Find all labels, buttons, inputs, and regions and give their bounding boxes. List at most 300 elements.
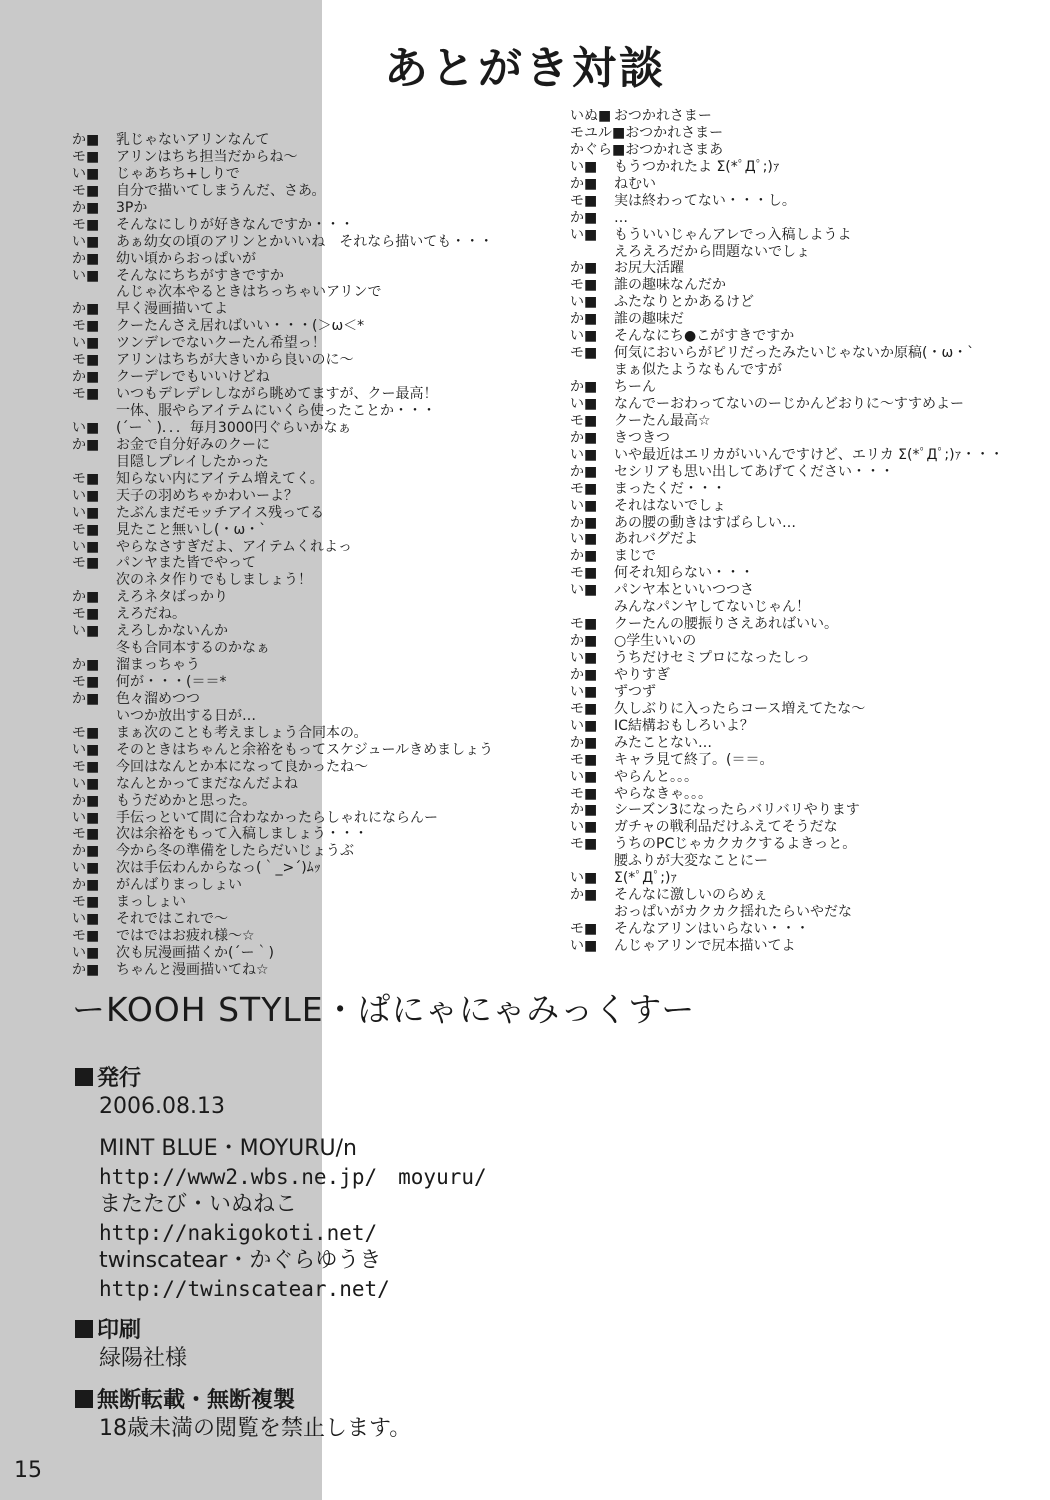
dialogue-line [570,464,1010,481]
speaker-name: モ [72,555,86,572]
speaker-name: か [72,589,86,606]
dialogue-line [570,769,1010,786]
speaker-marker: ■ [86,165,100,182]
speaker-tag [570,769,614,786]
speaker-name: い [72,165,86,182]
dialogue-text: クーたんさえ居ればいい・・・(＞ω＜* [116,318,365,335]
speaker-name: モ [72,894,86,911]
age-notice: 18歳未満の閲覧を禁止します。 [99,1416,412,1441]
speaker-name: モ [72,352,86,369]
dialogue-line [72,742,512,759]
dialogue-text: んじゃ次本やるときはちっちゃいアリンで [116,284,382,301]
speaker-marker: ■ [86,877,100,894]
speaker-marker: ■ [86,674,100,690]
speaker-marker: ■ [86,470,100,487]
dialogue-text: ガチャの戦利品だけふえてそうだな [614,819,838,836]
dialogue-text: 幼い頃からおっぱいが [116,250,256,267]
speaker-marker: ■ [86,843,100,860]
speaker-name: モ [570,751,584,768]
speaker-tag [570,582,614,599]
speaker-tag [570,887,614,904]
speaker-marker: ■ [584,582,598,599]
dialogue-line [72,877,512,894]
speaker-marker: ■ [584,870,598,887]
speaker-marker: ■ [584,260,598,277]
dialogue-text: まじで [614,548,656,565]
dialogue-text: 次のネタ作りでもしましょう！ [116,572,312,589]
speaker-marker: ■ [584,412,598,429]
speaker-name: か [570,548,584,565]
dialogue-text: みんなパンヤしてないじゃん！ [614,599,810,616]
speaker-tag [570,277,614,294]
speaker-tag [570,430,614,447]
speaker-tag [72,657,116,674]
page-title: あとがき対談 [384,43,666,94]
speaker-tag [570,836,614,853]
speaker-tag [570,159,614,176]
speaker-name: い [570,650,584,666]
speaker-tag [72,877,116,894]
speaker-name: モ [570,480,584,497]
speaker-tag [72,234,116,251]
dialogue-line [72,522,512,539]
speaker-tag [72,217,116,234]
dialogue-text: 腰ふりが大変なことにー [614,853,768,870]
square-bullet-icon [75,1390,93,1408]
speaker-name: い [570,937,584,954]
dialogue-right-column [570,108,1010,955]
speaker-marker: ■ [86,233,100,250]
dialogue-line [570,938,1010,955]
speaker-tag [570,650,614,667]
dialogue-line [570,362,1010,379]
speaker-marker: ■ [86,911,100,928]
dialogue-text: 次も尻漫画描くか(´ー｀) [116,945,274,961]
speaker-name: い [72,487,86,504]
dialogue-text: それではこれで～ [116,911,228,928]
dialogue-line [570,277,1010,294]
speaker-tag [72,522,116,539]
dialogue-text: もうつかれたよ Σ(*ﾟДﾟ;)ｧ [614,158,780,175]
speaker-tag [570,684,614,701]
speaker-tag [72,623,116,640]
dialogue-text: ではではお疲れ様～☆ [116,928,255,945]
speaker-name: モ [72,521,86,538]
speaker-tag [570,260,614,277]
dialogue-text: いつか放出する日が… [116,707,256,724]
speaker-marker: ■ [86,199,100,216]
dialogue-line [72,640,512,657]
dialogue-line [570,345,1010,362]
speaker-tag [570,921,614,938]
speaker-marker: ■ [86,318,100,335]
dialogue-line [72,132,512,149]
dialogue-line [72,352,512,369]
speaker-name: か [72,132,86,148]
dialogue-line [72,318,512,335]
dialogue-text: ツンデレでないクーたん希望っ！ [116,335,326,352]
dialogue-line [570,870,1010,887]
speaker-tag [570,701,614,718]
speaker-tag [72,606,116,623]
speaker-name: か [72,436,86,453]
speaker-tag [72,928,116,945]
speaker-tag [570,633,614,650]
dialogue-line [72,386,512,403]
dialogue-text: きつきつ [614,429,670,446]
speaker-name: モ [570,785,584,802]
speaker-tag [570,802,614,819]
dialogue-line [570,311,1010,328]
dialogue-line [570,921,1010,938]
speaker-tag [72,945,116,962]
dialogue-line [72,251,512,268]
speaker-name: か [570,802,584,819]
dialogue-line [570,853,1010,870]
speaker-marker: ■ [584,379,598,395]
dialogue-text: やりすぎ [614,666,670,683]
speaker-name: い [570,870,584,887]
dialogue-text: えろだね。 [116,606,186,623]
circle-url: http://www2.wbs.ne.jp/ moyuru/ [99,1165,487,1189]
dialogue-text: そんなにちちがすきですか [116,267,284,284]
speaker-name: モ [570,616,584,633]
dialogue-text: パンヤ本といいつつさ [614,582,754,599]
dialogue-text: 3Pか [116,199,148,216]
speaker-marker: ■ [584,836,598,853]
colophon [75,1065,595,1443]
dialogue-line [72,268,512,285]
dialogue-text: クーたん最高☆ [614,412,711,429]
dialogue-line [72,945,512,962]
dialogue-text: 次は余裕をもって入稿しましょう・・・ [116,826,368,843]
dialogue-text: んじゃアリンで尻本描いてよ [614,937,796,954]
dialogue-line [570,227,1010,244]
speaker-tag [570,294,614,311]
speaker-marker: ■ [584,751,598,768]
speaker-marker: ■ [86,623,100,640]
speaker-name: か [570,887,584,904]
dialogue-line [72,539,512,556]
speaker-marker: ■ [86,826,100,843]
speaker-marker: ■ [86,758,100,775]
speaker-marker: ■ [584,717,598,734]
dialogue-text: 目隠しプレイしたかった [116,453,269,470]
speaker-tag [570,464,614,481]
speaker-name: い [570,717,584,734]
speaker-name: か [570,260,584,277]
speaker-marker: ■ [86,216,100,233]
dialogue-line [72,843,512,860]
speaker-tag [72,539,116,556]
dialogue-text: おっぱいがカクカク揺れたらいやだな [614,904,852,921]
speaker-marker: ■ [86,928,100,945]
dialogue-line [72,488,512,505]
dialogue-line [72,826,512,843]
speaker-name: か [72,369,86,386]
dialogue-text: いつもデレデレしながら眺めてますが、クー最高！ [116,386,438,403]
dialogue-line [72,810,512,827]
speaker-marker: ■ [584,616,598,633]
dialogue-text: おつかれさまー [625,124,724,141]
speaker-name: い [72,775,86,792]
dialogue-line [570,904,1010,921]
dialogue-text: 何が・・・(＝＝* [116,674,227,690]
speaker-name: か [72,250,86,267]
dialogue-line [570,836,1010,853]
speaker-marker: ■ [584,819,598,836]
speaker-marker: ■ [584,192,598,209]
dialogue-text: 何気においらがピリだったみたいじゃないか原稿(・ω・` [614,345,975,362]
dialogue-line [570,684,1010,701]
dialogue-text: あれバグだよ [614,531,698,548]
dialogue-line [72,200,512,217]
speaker-marker: ■ [584,548,598,565]
speaker-tag [72,793,116,810]
speaker-marker: ■ [584,650,598,666]
dialogue-text: 知らない内にアイテム増えてく。 [116,470,324,487]
dialogue-text: そんなアリンはいらない・・・ [614,921,810,937]
dialogue-line [570,802,1010,819]
dialogue-text: えろえろだから問題ないでしょ [614,243,810,260]
dialogue-line [72,284,512,301]
speaker-marker: ■ [86,148,100,165]
speaker-marker: ■ [584,666,598,683]
dialogue-line [72,301,512,318]
speaker-name: い [570,683,584,700]
speaker-name: か [72,792,86,809]
speaker-tag [72,335,116,352]
dialogue-line [570,701,1010,718]
dialogue-text: うちのPCじゃカクカクするよきっと。 [614,836,857,853]
speaker-tag [72,132,116,149]
speaker-name: か [570,429,584,446]
dialogue-line [72,606,512,623]
speaker-name: い [570,446,584,463]
speaker-name: い [570,226,584,243]
speaker-name: い [72,267,86,284]
speaker-tag [570,447,614,464]
speaker-tag [570,379,614,396]
speaker-marker: ■ [86,741,100,758]
dialogue-line [570,718,1010,735]
dialogue-line [570,430,1010,447]
speaker-tag [570,938,614,955]
speaker-marker: ■ [86,809,100,826]
speaker-name: モ [570,412,584,429]
speaker-marker: ■ [86,657,100,674]
dialogue-line [72,962,512,979]
notice-heading: 無断転載・無断複製 [75,1387,595,1415]
publish-date: 2006.08.13 [99,1094,225,1119]
speaker-tag [72,200,116,217]
dialogue-text: ちゃんと漫画描いてね☆ [116,961,269,978]
dialogue-text: 実は終わってない・・・し。 [614,192,796,209]
speaker-tag [72,860,116,877]
speaker-marker: ■ [584,345,598,362]
dialogue-text: まぁ似たようなもんですが [614,362,782,379]
dialogue-line [72,183,512,200]
speaker-tag [72,420,116,437]
dialogue-line [570,786,1010,803]
speaker-marker: ■ [612,141,626,158]
speaker-tag [72,674,116,691]
dialogue-text: 見たこと無いし(・ω・` [116,521,267,538]
circle-url: http://nakigokoti.net/ [99,1221,378,1245]
dialogue-line [570,565,1010,582]
dialogue-text: 冬も合同本するのかなぁ [116,640,270,657]
speaker-tag [570,735,614,752]
speaker-marker: ■ [584,887,598,904]
dialogue-line [72,589,512,606]
credit-banner: ーKOOH STYLE・ぱにゃにゃみっくすー [72,990,696,1029]
dialogue-text: シーズン3になったらバリバリやります [614,802,860,819]
speaker-name: い [570,531,584,548]
speaker-name: モ [570,192,584,209]
dialogue-text: 誰の趣味だ [614,311,684,328]
speaker-tag [570,498,614,515]
speaker-tag [72,268,116,285]
speaker-marker: ■ [584,633,598,650]
dialogue-line [72,217,512,234]
speaker-marker: ■ [86,335,100,352]
printer-name: 緑陽社様 [99,1346,188,1371]
dialogue-text: 次は手伝わんからなっ(｀_>´)ﾑｯ [116,860,321,877]
dialogue-line [72,437,512,454]
publish-heading: 発行 [75,1065,595,1093]
dialogue-line [570,481,1010,498]
speaker-tag [570,227,614,244]
speaker-marker: ■ [598,108,612,124]
dialogue-text: まっしょい [116,894,186,911]
dialogue-line [72,403,512,420]
speaker-marker: ■ [86,301,100,318]
speaker-tag [72,318,116,335]
speaker-name: い [72,504,86,521]
dialogue-text: それはないでしょ [614,497,726,514]
speaker-tag [570,396,614,413]
dialogue-line [570,379,1010,396]
dialogue-line [72,369,512,386]
speaker-name: モ [570,921,584,937]
speaker-tag [570,193,614,210]
dialogue-text: ねむい [614,175,656,192]
dialogue-text: うちだけセミプロになったしっ [614,650,810,666]
dialogue-left-column [72,132,512,979]
dialogue-text: 乳じゃないアリンなんて [116,132,270,148]
speaker-name: か [72,657,86,674]
speaker-marker: ■ [584,226,598,243]
speaker-tag [570,142,625,159]
speaker-tag [570,786,614,803]
speaker-marker: ■ [584,683,598,700]
speaker-tag [72,352,116,369]
speaker-name: モ [72,470,86,487]
speaker-marker: ■ [584,209,598,226]
dialogue-line [570,819,1010,836]
dialogue-line [570,294,1010,311]
speaker-marker: ■ [86,792,100,809]
dialogue-text: 今から冬の準備をしたらだいじょうぶ [116,843,354,860]
dialogue-text: おつかれさまー [614,108,712,124]
speaker-marker: ■ [584,480,598,497]
speaker-name: モ [570,836,584,853]
dialogue-line [570,735,1010,752]
dialogue-text: お尻大活躍 [614,260,684,277]
speaker-name: い [72,538,86,555]
speaker-name: モ [72,758,86,775]
dialogue-text: あの腰の動きはすばらしい… [614,514,796,531]
dialogue-line [570,396,1010,413]
dialogue-text: ちーん [614,379,656,395]
speaker-name: い [72,419,86,436]
dialogue-text: 今回はなんとか本になって良かったね～ [116,758,368,775]
dialogue-text: えろしかないんか [116,623,228,640]
dialogue-line [72,420,512,437]
circle-name: MINT BLUE・MOYURU/n [99,1136,357,1161]
dialogue-line [570,633,1010,650]
speaker-name: モ [72,674,86,690]
speaker-tag [72,894,116,911]
circle-name: またたび・いぬねこ [99,1192,298,1217]
speaker-name: か [570,666,584,683]
dialogue-line [570,108,1010,125]
dialogue-text: がんばりまっしょい [116,877,242,894]
speaker-name: か [570,514,584,531]
speaker-name: モ [72,216,86,233]
dialogue-text: アリンはちち担当だからね～ [116,148,298,165]
speaker-tag [72,742,116,759]
speaker-tag [72,488,116,505]
speaker-tag [72,505,116,522]
dialogue-line [72,505,512,522]
speaker-marker: ■ [584,294,598,311]
speaker-name: モ [72,148,86,165]
speaker-name: い [72,741,86,758]
dialogue-line [72,725,512,742]
speaker-tag [72,149,116,166]
dialogue-text: いや最近はエリカがいいんですけど、エリカ Σ(*ﾟДﾟ;)ｧ・・・ [614,446,1004,463]
speaker-tag [570,108,614,125]
speaker-tag [72,301,116,318]
speaker-marker: ■ [86,386,100,403]
dialogue-line [72,335,512,352]
circle-name: twinscatear・かぐらゆうき [99,1248,382,1273]
speaker-name: い [570,819,584,836]
speaker-marker: ■ [86,961,100,978]
dialogue-line [72,454,512,471]
speaker-tag [570,819,614,836]
dialogue-text: 何それ知らない・・・ [614,565,754,582]
speaker-marker: ■ [86,352,100,369]
dialogue-line [570,515,1010,532]
speaker-name: モ [570,345,584,362]
speaker-name: か [570,311,584,328]
speaker-marker: ■ [86,589,100,606]
speaker-marker: ■ [86,487,100,504]
dialogue-line [570,159,1010,176]
speaker-marker: ■ [584,937,598,954]
speaker-marker: ■ [584,175,598,192]
square-bullet-icon [75,1068,93,1086]
dialogue-line [570,599,1010,616]
dialogue-text: 天子の羽めちゃかわいーよ？ [116,487,298,504]
speaker-tag [72,437,116,454]
speaker-name: モ [570,700,584,717]
speaker-name: か [72,301,86,318]
speaker-marker: ■ [584,277,598,294]
dialogue-line [570,260,1010,277]
